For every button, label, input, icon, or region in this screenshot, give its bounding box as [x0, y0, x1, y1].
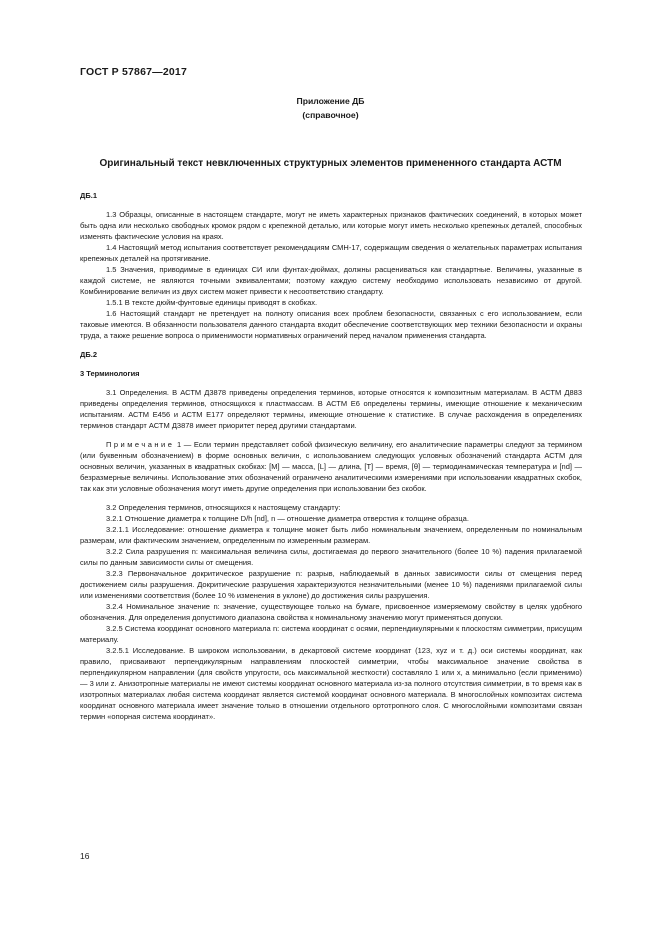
section-heading-db1: ДБ.1 — [80, 191, 97, 200]
note-label: Примечание — [106, 440, 175, 449]
appendix-kind: (справочное) — [302, 110, 359, 120]
section-heading-db2: ДБ.2 — [80, 350, 97, 359]
paragraph-3-1: 3.1 Определения. В АСТМ Д3878 приведены определения терминов, которые относятся к композитным материалам. В АСТМ Д883 приведены определения терминов, относящихся к пластмассам. В АСТМ Е6 определены термины, имеющие отношение к механическим испытаниям. АСТМ Е456 и АСТМ Е177 определяют термины, имеющие отношение к статистике. В случае расхождения в определениях терминов стандарт АСТМ Д3878 имеет приоритет перед другими стандартами. — [80, 388, 582, 430]
subsection-heading-terminology: 3 Терминология — [80, 369, 140, 378]
paragraph-3-2-5-1: 3.2.5.1 Исследование. В широком использовании, в декартовой системе координат (123, xyz и т. д.) оси системы координат, как правило, присваивают перпендикулярным направлениям плоскостей симметрии, чтобы максимальное значение свойства в перпендикулярном направлении (для свойств упругости, ось максимальной жесткости) составляло 1 или x, а минимально (если применимо) — 3 или z. Анизотропные материалы не имеют системы координат основного материала из-за полного отсутствия симметрии, в то время как в изотропных материалах любая система координат является системой координат основного материала. В многослойных композитах система координат основного материала имеет значение только в отношении отдельного ортотропного слоя. С многослойными композитами связан термин «опорная система координат». — [80, 646, 582, 721]
paragraph-3-2-2: 3.2.2 Сила разрушения n: максимальная величина силы, достигаемая до первого значительного (более 10 %) падения прилагаемой силы по данным зависимости силы от смещения. — [80, 547, 582, 567]
paragraph-3-2-1: 3.2.1 Отношение диаметра к толщине D/h [nd], n — отношение диаметра отверстия к толщине образца. — [106, 514, 469, 523]
paragraph-1-3: 1.3 Образцы, описанные в настоящем стандарте, могут не иметь характерных признаков фактических соединений, в которых может быть одна или несколько свободных кромок рядом с крепежной деталью, или которые могут иметь несколько крепежных деталей, способных изменять фактические условия на краях. — [80, 210, 582, 241]
paragraph-3-2-3: 3.2.3 Первоначальное докритическое разрушение n: разрыв, наблюдаемый в данных зависимости силы от смещения перед достижением силы разрушения. Докритические разрушения характеризуются незначительными (менее 10 %) падениями прилагаемой силы или изменениями соответствия (более 10 % изменения в уклоне) до достижения силы разрушения. — [80, 569, 582, 600]
appendix-name: Приложение ДБ — [296, 96, 365, 106]
standard-header: ГОСТ Р 57867—2017 — [80, 66, 188, 78]
appendix-title: Оригинальный текст невключенных структурных элементов примененного стандарта АСТМ — [99, 158, 562, 169]
paragraph-1-5: 1.5 Значения, приводимые в единицах СИ или фунтах-дюймах, должны расцениваться как стандартные. Величины, указанные в каждой системе, не являются точными эквивалентами; поэтому каждую систему необходимо использовать независимо от другой. Комбинирование величин из двух систем может привести к несоответствию стандарту. — [80, 265, 582, 296]
paragraph-3-2: 3.2 Определения терминов, относящихся к настоящему стандарту: — [106, 503, 341, 512]
paragraph-3-2-5: 3.2.5 Система координат основного материала n: система координат с осями, перпендикулярными к плоскостям симметрии, присущим материалу. — [80, 624, 582, 644]
paragraph-1-6: 1.6 Настоящий стандарт не претендует на полноту описания всех проблем безопасности, связанных с его использованием, если таковые имеются. В обязанности пользователя данного стандарта входит обеспечение соответствующих мер техники безопасности и охраны труда, а также решение вопроса о применимости нормативных ограничений перед началом применения стандарта. — [80, 309, 582, 340]
note-text: 1 — Если термин представляет собой физическую величину, его аналитические параметры следуют за термином (или буквенным обозначением) в форме основных величин, с использованием следующих условных обозначений стандарта АСТМ для основных величин, указанных в квадратных скобках: [M] — масса, [L] — длина, [T] — время, [θ] — термодинамическая температура и [nd] — безразмерные величины. Использование этих обозначений ограничено аналитическими измерениями при использовании квадратных скобок, так как эти условные обозначения могут иметь другие определения при использовании без скобок. — [80, 440, 582, 493]
paragraph-3-2-4: 3.2.4 Номинальное значение n: значение, существующее только на бумаге, присвоенное измеряемому свойству в целях удобного обозначения. Для определения допустимого диапазона свойства к номинальному значению могут применяться допуски. — [80, 602, 582, 622]
note-1 — [80, 439, 582, 494]
document-body — [80, 186, 582, 722]
paragraph-1-5-1: 1.5.1 В тексте дюйм-фунтовые единицы приводят в скобках. — [106, 298, 318, 307]
paragraph-1-4: 1.4 Настоящий метод испытания соответствует рекомендациям СМН-17, содержащим сведения о желательных параметрах испытания крепежных деталей на протягивание. — [80, 243, 582, 263]
page-number: 16 — [80, 851, 90, 861]
paragraph-3-2-1-1: 3.2.1.1 Исследование: отношение диаметра к толщине может быть либо номинальным значением, определенным по номинальным размерам, или фактическим значением, определенным по измеренным размерам. — [80, 525, 582, 545]
